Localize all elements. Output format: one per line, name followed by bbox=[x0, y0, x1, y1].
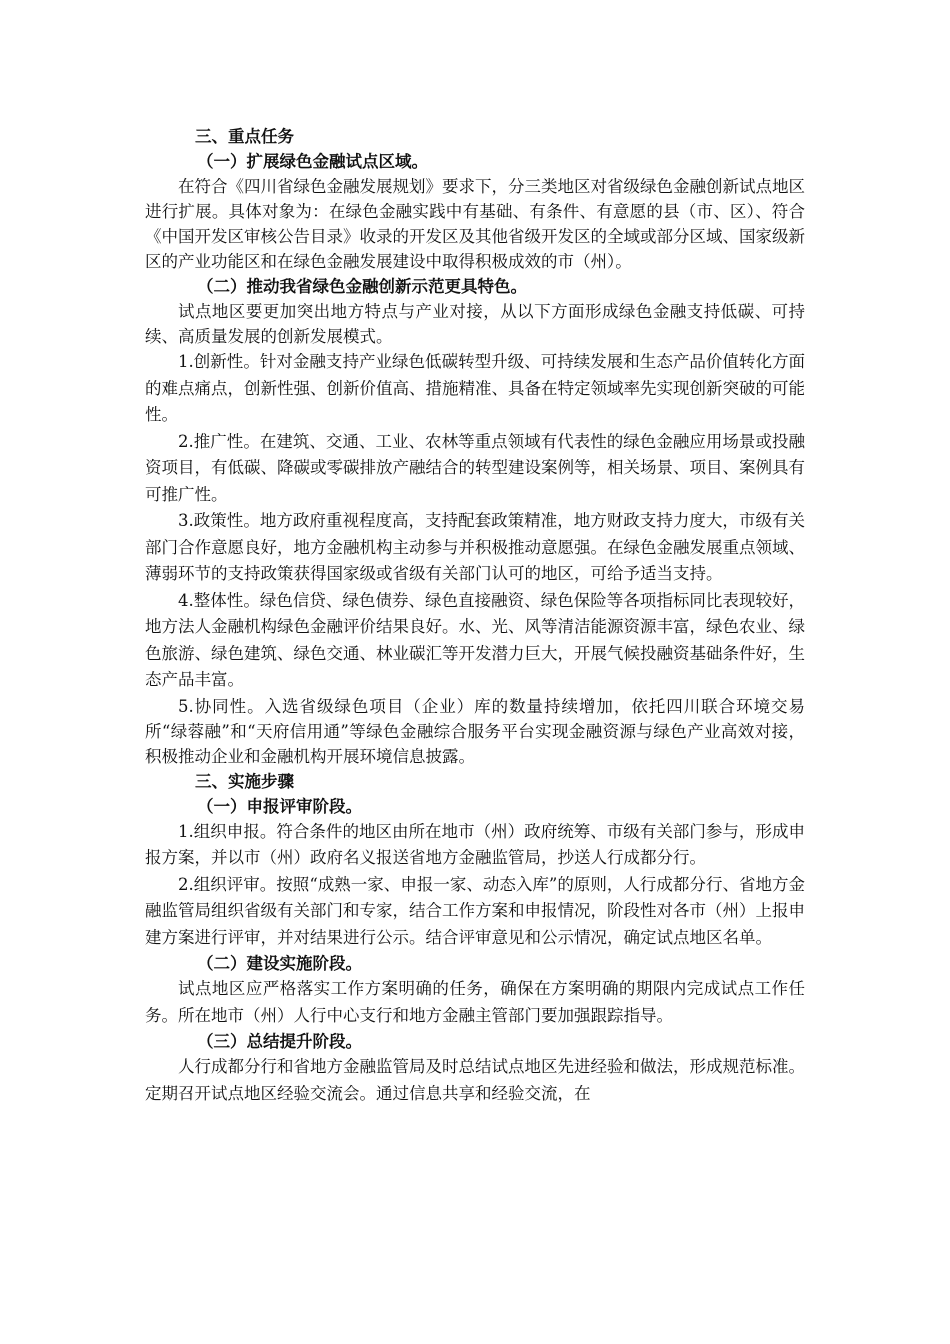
subsection-heading-application-review: （一）申报评审阶段。 bbox=[197, 796, 362, 816]
document-body bbox=[145, 124, 805, 1107]
paragraph-innovation: 1.创新性。针对金融支持产业绿色低碳转型升级、可持续发展和生态产品价值转化方面的难点痛点，创新性强、创新价值高、措施精准、具备在特定领域率先实现创新突破的可能性。 bbox=[145, 352, 805, 424]
subsection-heading-summary: （三）总结提升阶段。 bbox=[197, 1032, 362, 1051]
paragraph-organize-review: 2.组织评审。按照“成熟一家、申报一家、动态入库”的原则，人行成都分行、省地方金融监管局组织省级有关部门和专家，结合工作方案和申报情况，阶段性对各市（州）上报申建方案进行评审，并对结果进行公示。结合评审意见和公示情况，确定试点地区名单。 bbox=[145, 874, 805, 947]
subsection-heading-construction: （二）建设实施阶段。 bbox=[197, 954, 362, 973]
paragraph-synergy: 5.协同性。入选省级绿色项目（企业）库的数量持续增加，依托四川联合环境交易所“绿蓉融”和“天府信用通”等绿色金融综合服务平台实现金融资源与绿色产业高效对接，积极推动企业和金融机构开展环境信息披露。 bbox=[145, 696, 805, 766]
subsection-heading-innovation-demo: （二）推动我省绿色金融创新示范更具特色。 bbox=[197, 277, 527, 296]
paragraph-policy: 3.政策性。地方政府重视程度高，支持配套政策精准，地方财政支持力度大，市级有关部门合作意愿良好，地方金融机构主动参与并积极推动意愿强。在绿色金融发展重点领域、薄弱环节的支持政策获得国家级或省级有关部门认可的地区，可给予适当支持。 bbox=[145, 511, 805, 583]
paragraph: 人行成都分行和省地方金融监管局及时总结试点地区先进经验和做法，形成规范标准。定期召开试点地区经验交流会。通过信息共享和经验交流，在 bbox=[145, 1057, 805, 1103]
paragraph-organize-application: 1.组织申报。符合条件的地区由所在地市（州）政府统筹、市级有关部门参与，形成申报方案，并以市（州）政府名义报送省地方金融监管局，抄送人行成都分行。 bbox=[145, 821, 805, 867]
paragraph: 在符合《四川省绿色金融发展规划》要求下，分三类地区对省级绿色金融创新试点地区进行扩展。具体对象为：在绿色金融实践中有基础、有条件、有意愿的县（市、区）、符合《中国开发区审核公告目录》收录的开发区及其他省级开发区的全域或部分区域、国家级新区的产业功能区和在绿色金融发展建设中取得积极成效的市（州）。 bbox=[145, 177, 805, 271]
section-heading-implementation-steps: 三、实施步骤 bbox=[195, 771, 294, 791]
paragraph-integrity: 4.整体性。绿色信贷、绿色债券、绿色直接融资、绿色保险等各项指标同比表现较好，地方法人金融机构绿色金融评价结果良好。水、光、风等清洁能源资源丰富，绿色农业、绿色旅游、绿色建筑、绿色交通、林业碳汇等开发潜力巨大，开展气候投融资基础条件好，生态产品丰富。 bbox=[145, 590, 805, 689]
paragraph: 试点地区应严格落实工作方案明确的任务，确保在方案明确的期限内完成试点工作任务。所在地市（州）人行中心支行和地方金融主管部门要加强跟踪指导。 bbox=[145, 979, 805, 1025]
subsection-heading-expand-pilot-areas: （一）扩展绿色金融试点区域。 bbox=[197, 152, 428, 171]
paragraph-promotion: 2.推广性。在建筑、交通、工业、农林等重点领域有代表性的绿色金融应用场景或投融资项目，有低碳、降碳或零碳排放产融结合的转型建设案例等，相关场景、项目、案例具有可推广性。 bbox=[145, 431, 805, 504]
paragraph: 试点地区要更加突出地方特点与产业对接，从以下方面形成绿色金融支持低碳、可持续、高质量发展的创新发展模式。 bbox=[145, 302, 805, 346]
section-heading-key-tasks: 三、重点任务 bbox=[195, 127, 294, 146]
